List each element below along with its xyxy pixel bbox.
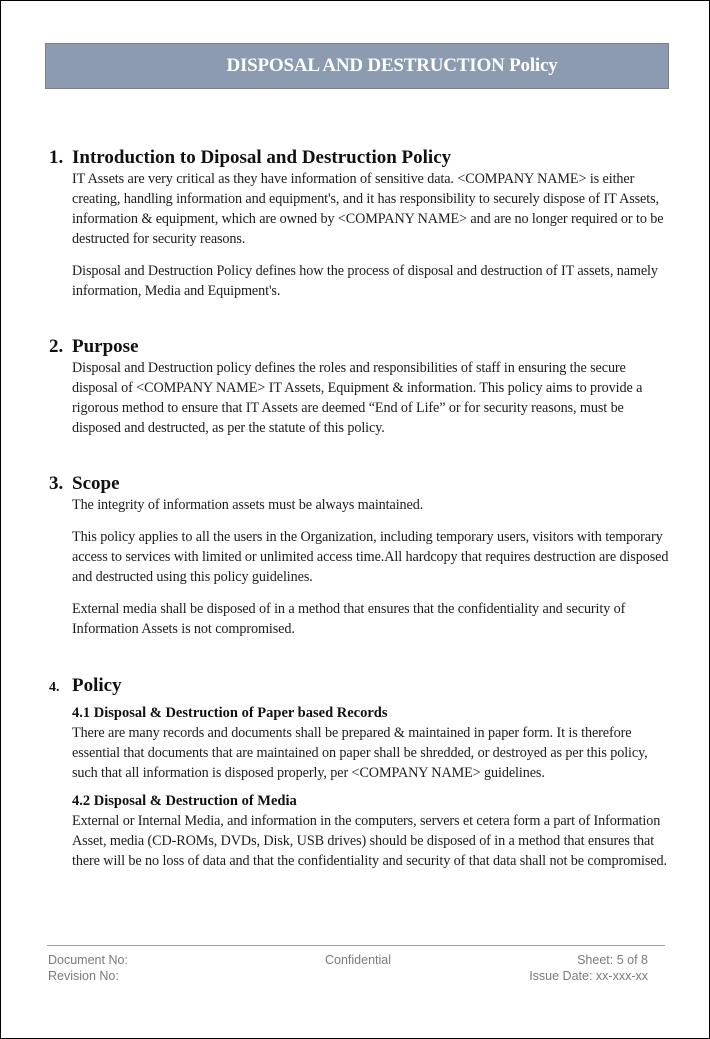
document-number-label: Document No: xyxy=(48,953,128,967)
section-policy xyxy=(49,675,674,883)
section-heading xyxy=(49,147,674,169)
sheet-number: Sheet: 5 of 8 xyxy=(577,953,648,967)
section-heading xyxy=(49,473,674,495)
section-title: Scope xyxy=(72,473,120,494)
paragraph: External or Internal Media, and information in the computers, servers et cetera form a part of Information Asset, media (CD-ROMs, DVDs, Disk, USB drives) should be disposed of in a method that ensures that there will be no loss of data and that the confidentiality and security of that data shall not be compromised. xyxy=(72,813,667,869)
subsection-heading: 4.1 Disposal & Destruction of Paper based Records xyxy=(72,705,388,721)
title-banner xyxy=(45,43,669,89)
classification-label: Confidential xyxy=(324,953,391,967)
paragraph: There are many records and documents shall be prepared & maintained in paper form. It is therefore essential that documents that are maintained on paper shall be shredded, or destroyed as per this policy, such that all information is disposed properly, per <COMPANY NAME> guidelines. xyxy=(72,725,648,781)
section-heading xyxy=(49,675,674,699)
section-number: 1. xyxy=(49,147,64,168)
section-purpose xyxy=(49,336,674,450)
paragraph: Disposal and Destruction Policy defines how the process of disposal and destruction of IT assets, namely information, Media and Equipment's. xyxy=(72,263,658,299)
section-title: Policy xyxy=(72,675,122,696)
paragraph: This policy applies to all the users in the Organization, including temporary users, visitors with temporary access to services with limited or unlimited access time.All hardcopy that requires destruction are disposed and destructed using this policy guidelines. xyxy=(72,529,669,585)
section-number: 2. xyxy=(49,336,64,357)
paragraph: External media shall be disposed of in a method that ensures that the confidentiality and security of Information Assets is not compromised. xyxy=(72,601,626,637)
page-footer xyxy=(48,952,648,984)
section-title: Purpose xyxy=(72,336,139,357)
paragraph: IT Assets are very critical as they have information of sensitive data. <COMPANY NAME> is either creating, handling information and equipment's, and it has responsibility to securely dispose of IT Assets, information & equipment, which are owned by <COMPANY NAME> and are no longer required or to be destructed for security reasons. xyxy=(72,171,664,247)
section-number: 4. xyxy=(49,680,60,695)
paragraph: The integrity of information assets must be always maintained. xyxy=(72,497,424,513)
section-introduction xyxy=(49,147,674,313)
paragraph: Disposal and Destruction policy defines the roles and responsibilities of staff in ensuring the secure disposal of <COMPANY NAME> IT Assets, Equipment & information. This policy aims to provide a rigorous method to ensure that IT Assets are deemed “End of Life” or for security reasons, must be disposed and destructed, as per the statute of this policy. xyxy=(72,360,643,436)
subsection-heading: 4.2 Disposal & Destruction of Media xyxy=(72,793,297,809)
issue-date: Issue Date: xx-xxx-xx xyxy=(529,969,648,983)
revision-number-label: Revision No: xyxy=(48,969,119,983)
footer-divider xyxy=(47,945,665,946)
section-number: 3. xyxy=(49,473,64,494)
section-heading xyxy=(49,336,674,358)
section-scope xyxy=(49,473,674,651)
document-title: DISPOSAL AND DESTRUCTION Policy xyxy=(226,55,558,76)
section-title: Introduction to Diposal and Destruction Policy xyxy=(72,147,452,168)
